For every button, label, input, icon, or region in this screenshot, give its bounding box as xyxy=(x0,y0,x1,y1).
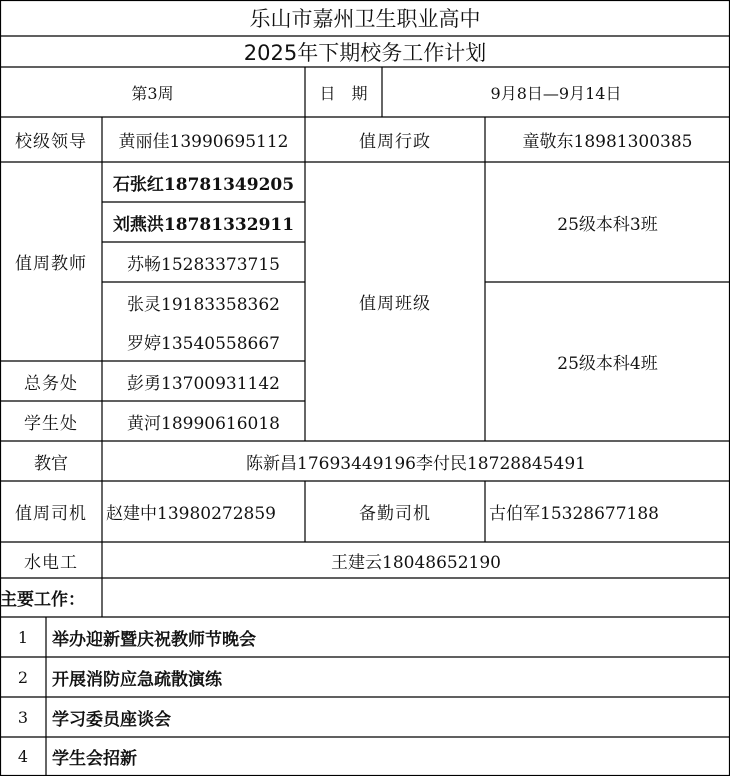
date-label: 日 期 xyxy=(319,83,368,103)
work-item-number: 4 xyxy=(17,747,29,766)
week-number: 第3周 xyxy=(131,83,174,103)
duty-teacher-4: 张灵19183358362 xyxy=(127,294,280,315)
duty-driver-value: 赵建中13980272859 xyxy=(106,504,276,524)
backup-driver-label: 备勤司机 xyxy=(359,504,431,524)
work-item-text: 学习委员座谈会 xyxy=(52,709,171,730)
duty-teacher-3: 苏畅15283373715 xyxy=(127,254,280,275)
duty-class-1: 25级本科3班 xyxy=(557,214,658,235)
duty-admin-label: 值周行政 xyxy=(359,132,431,152)
plan-title: 2025年下期校务工作计划 xyxy=(243,40,487,65)
work-item-number: 1 xyxy=(17,627,29,647)
duty-class-2: 25级本科4班 xyxy=(557,354,658,374)
student-affairs-value: 黄河18990616018 xyxy=(127,413,280,434)
general-affairs-label: 总务处 xyxy=(24,373,78,394)
work-item-text: 举办迎新暨庆祝教师节晚会 xyxy=(52,629,256,650)
main-work-label: 主要工作： xyxy=(0,590,85,610)
instructor-label: 教官 xyxy=(34,453,68,474)
work-item-text: 开展消防应急疏散演练 xyxy=(52,669,222,690)
duty-driver-label: 值周司机 xyxy=(15,504,87,524)
duty-teachers-label: 值周教师 xyxy=(15,254,87,274)
leader-label: 校级领导 xyxy=(15,132,87,152)
school-name: 乐山市嘉州卫生职业高中 xyxy=(249,7,481,31)
duty-class-label: 值周班级 xyxy=(359,294,431,314)
date-range: 9月8日—9月14日 xyxy=(490,83,622,103)
duty-admin-value: 童敬东18981300385 xyxy=(522,132,693,152)
student-affairs-label: 学生处 xyxy=(24,413,78,434)
work-item-text: 学生会招新 xyxy=(52,749,137,769)
electrician-value: 王建云18048652190 xyxy=(331,552,501,573)
general-affairs-value: 彭勇13700931142 xyxy=(127,373,280,394)
duty-teacher-2: 刘燕洪18781332911 xyxy=(112,214,295,235)
instructor-value: 陈新昌17693449196李付民18728845491 xyxy=(246,453,586,474)
duty-teacher-5: 罗婷13540558667 xyxy=(127,334,280,354)
work-item-number: 2 xyxy=(17,667,29,687)
backup-driver-value: 古伯军15328677188 xyxy=(489,504,659,524)
work-item-number: 3 xyxy=(17,707,29,727)
electrician-label: 水电工 xyxy=(24,552,78,573)
leader-value: 黄丽佳13990695112 xyxy=(118,132,289,152)
duty-teacher-1: 石张红18781349205 xyxy=(112,174,295,195)
